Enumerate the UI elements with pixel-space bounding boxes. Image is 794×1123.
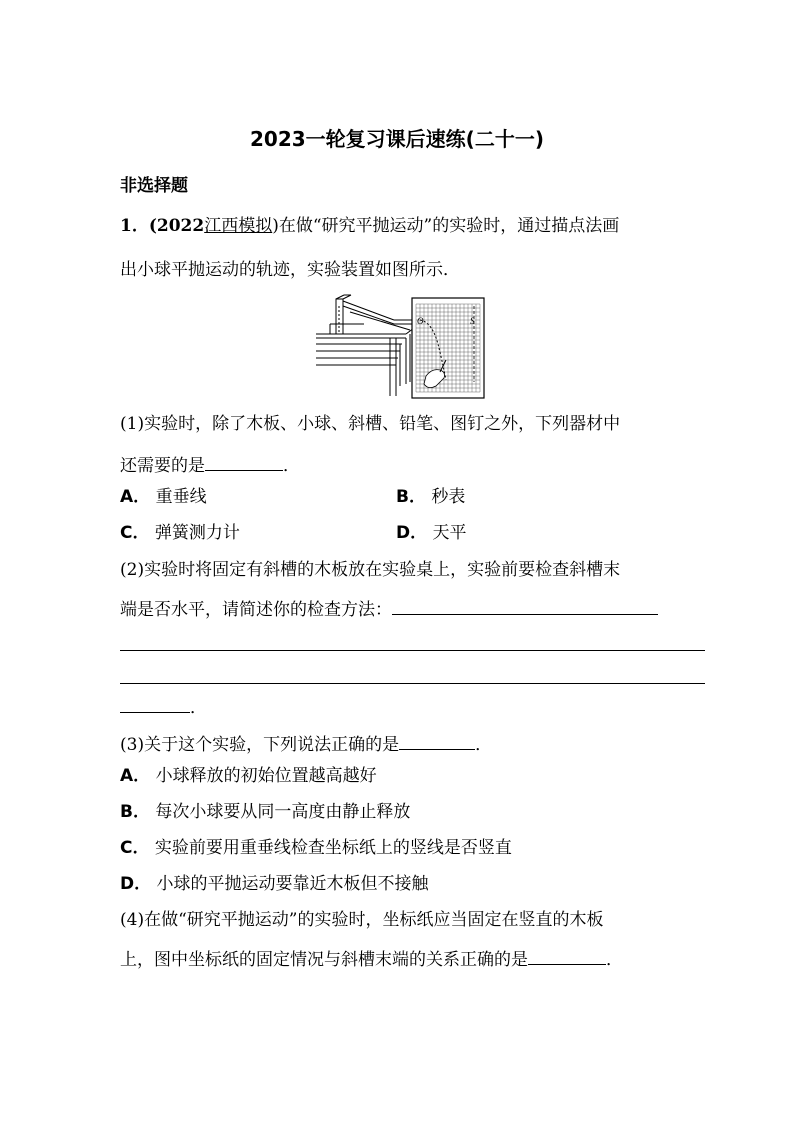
- q1-number: 1．: [120, 216, 149, 236]
- option-text: 小球的平抛运动要靠近木板但不接触: [156, 874, 429, 894]
- p2-line-2: [120, 596, 658, 622]
- p1-end: ．: [283, 456, 300, 476]
- p3-option-c[interactable]: [120, 836, 512, 860]
- option-text: 实验前要用重垂线检查坐标纸上的竖线是否竖直: [154, 838, 512, 858]
- p3-option-b[interactable]: [120, 800, 410, 824]
- q1-source-pre: (2022: [148, 216, 205, 236]
- page-title: 2023一轮复习课后速练(二十一): [250, 127, 544, 151]
- section-heading: 非选择题: [120, 176, 188, 196]
- p2-answer-line-3[interactable]: [120, 683, 705, 684]
- option-key: C．: [120, 523, 150, 543]
- p1-option-d[interactable]: [396, 521, 467, 545]
- figure-label-s: S: [470, 316, 475, 326]
- p2-text-1: (2)实验时将固定有斜槽的木板放在实验桌上，实验前要检查斜槽末: [120, 560, 621, 580]
- option-text: 每次小球要从同一高度由静止释放: [155, 802, 411, 822]
- option-key: A．: [120, 766, 151, 786]
- p1-text-2: 还需要的是: [120, 456, 205, 476]
- option-key: B．: [120, 802, 150, 822]
- option-text: 秒表: [431, 487, 466, 507]
- p1-option-b[interactable]: [396, 485, 465, 509]
- option-key: D．: [120, 874, 152, 894]
- p1-line-2: [120, 452, 300, 478]
- p4-end: ．: [606, 950, 623, 970]
- p3-option-a[interactable]: [120, 764, 377, 788]
- option-key: C．: [120, 838, 150, 858]
- q1-source-name: 江西模拟: [204, 216, 273, 236]
- p1-option-c[interactable]: [120, 521, 240, 545]
- figure-label-o: O: [417, 316, 424, 326]
- p3-line: [120, 731, 492, 757]
- p4-line-2: [120, 946, 623, 972]
- p1-answer-blank[interactable]: [205, 452, 283, 471]
- option-key: D．: [396, 523, 428, 543]
- p2-line-last: [120, 694, 207, 720]
- option-key: A．: [120, 487, 151, 507]
- p1-text-1: (1)实验时，除了木板、小球、斜槽、铅笔、图钉之外，下列器材中: [120, 414, 621, 434]
- p1-option-a[interactable]: [120, 485, 207, 509]
- p2-answer-blank-1[interactable]: [392, 596, 658, 615]
- p3-text: (3)关于这个实验，下列说法正确的是: [120, 735, 400, 755]
- p2-text-2: 端是否水平，请简述你的检查方法：: [120, 600, 392, 620]
- p2-answer-blank-4[interactable]: [120, 694, 190, 713]
- option-key: B．: [396, 487, 426, 507]
- p2-answer-line-2[interactable]: [120, 650, 705, 651]
- p3-end: ．: [475, 735, 493, 755]
- p2-end: ．: [190, 698, 207, 718]
- option-text: 天平: [432, 523, 467, 543]
- q1-text-2: 出小球平抛运动的轨迹，实验装置如图所示．: [120, 260, 460, 280]
- p4-answer-blank[interactable]: [528, 946, 606, 965]
- p3-option-d[interactable]: [120, 872, 429, 896]
- p3-answer-blank[interactable]: [399, 731, 475, 750]
- q1-line-1: [120, 214, 619, 238]
- q1-source-post: ): [272, 216, 279, 236]
- option-text: 小球释放的初始位置越高越好: [155, 766, 377, 786]
- apparatus-figure: [314, 294, 490, 400]
- p4-text-1: (4)在做“研究平抛运动”的实验时，坐标纸应当固定在竖直的木板: [120, 910, 604, 930]
- q1-text-1: 在做“研究平抛运动”的实验时，通过描点法画: [278, 216, 620, 236]
- p4-text-2: 上，图中坐标纸的固定情况与斜槽末端的关系正确的是: [120, 950, 528, 970]
- option-text: 重垂线: [155, 487, 207, 507]
- option-text: 弹簧测力计: [154, 523, 240, 543]
